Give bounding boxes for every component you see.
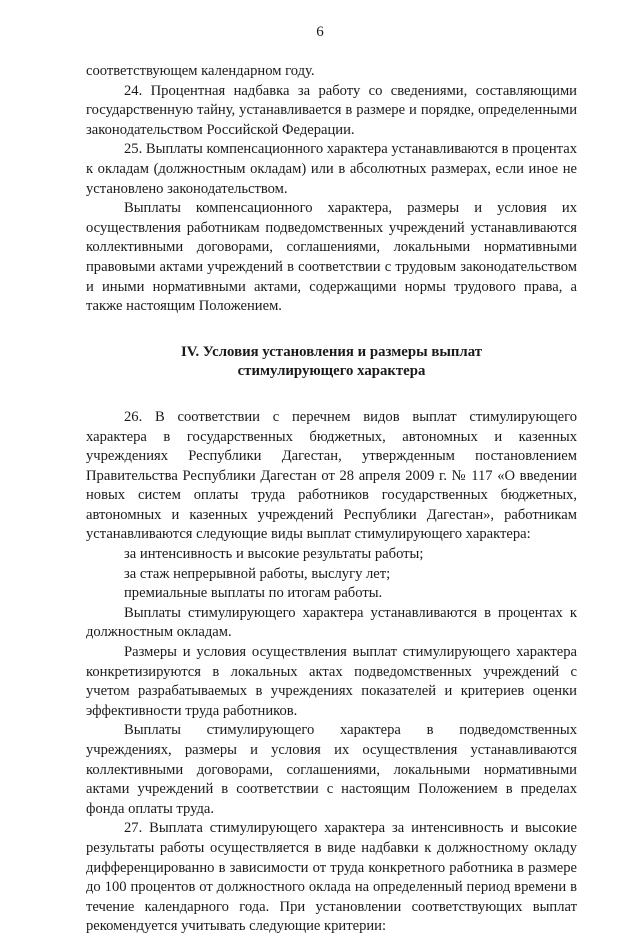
paragraph-continuation: соответствующем календарном году.	[86, 63, 315, 79]
list-item-bonuses: премиальные выплаты по итогам работы.	[124, 585, 383, 602]
paragraph-27: 27. Выплата стимулирующего характера за интенсивность и высокие результаты работы осуществляется в виде надбавки к должностному окладу дифференцированно в зависимости от труда конкретного работника в размере до 100 процентов от должностного оклада на определенный период времени в течение календарного года. При установлении соответствующих выплат рекомендуется учитывать следующие критерии:	[86, 820, 577, 935]
section-heading-line-2: стимулирующего характера	[237, 363, 426, 380]
paragraph-local-acts: Размеры и условия осуществления выплат стимулирующего характера конкретизируются в локальных актах подведомственных учреждений с учетом разрабатываемых в учреждениях показателей и критериев оценки эффективности труда работников.	[86, 644, 577, 719]
section-heading-line-1: IV. Условия установления и размеры выплат	[180, 343, 483, 360]
paragraph-collective-agreements: Выплаты стимулирующего характера в подведомственных учреждениях, размеры и условия их осуществления устанавливаются коллективными договорами, соглашениями, локальными нормативными актами учреждений в соответствии с настоящим Положением в пределах фонда оплаты труда.	[86, 722, 577, 817]
list-item-seniority: за стаж непрерывной работы, выслугу лет;	[124, 565, 391, 582]
paragraph-compensation-conditions: Выплаты компенсационного характера, размеры и условия их осуществления работникам подведомственных учреждений устанавливаются коллективными договорами, соглашениями, локальными нормативными правовыми актами учреждений в соответствии с трудовым законодательством и иными нормативными актами, содержащими нормы трудового права, а также настоящим Положением.	[86, 200, 577, 315]
paragraph-26: 26. В соответствии с перечнем видов выплат стимулирующего характера в государственных бюджетных, автономных и казенных учреждениях Республики Дагестан, утвержденным постановлением Правительства Республики Дагестан от 28 апреля 2009 г. № 117 «О введении новых систем оплаты труда работников государственных бюджетных, автономных и казенных учреждений Республики Дагестан», работникам устанавливаются следующие виды выплат стимулирующего характера:	[86, 408, 577, 543]
page-number: 6	[316, 24, 324, 40]
paragraph-percent-of-salary: Выплаты стимулирующего характера устанавливаются в процентах к должностным окладам.	[86, 604, 577, 641]
document-body	[86, 62, 577, 937]
section-heading	[86, 343, 577, 382]
paragraph-25: 25. Выплаты компенсационного характера устанавливаются в процентах к окладам (должностным окладам) или в абсолютных размерах, если иное не установлено законодательством.	[86, 141, 577, 197]
list-item-intensity: за интенсивность и высокие результаты работы;	[124, 546, 424, 563]
paragraph-24: 24. Процентная надбавка за работу со сведениями, составляющими государственную тайну, устанавливается в размере и порядке, определенными законодательством Российской Федерации.	[86, 82, 577, 138]
